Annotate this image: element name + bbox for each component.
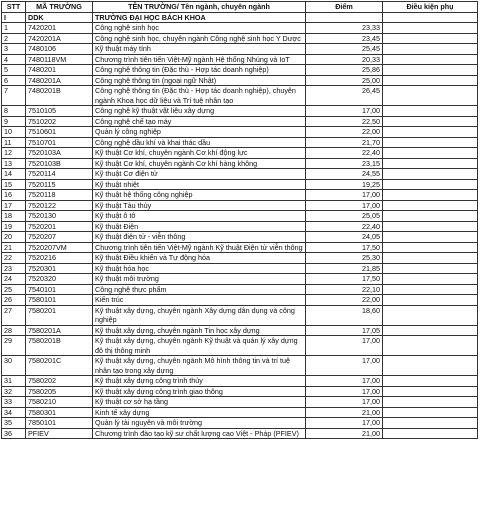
table-row xyxy=(2,54,478,65)
table-row xyxy=(2,211,478,222)
row-stt: 5 xyxy=(2,65,26,76)
row-score: 25,86 xyxy=(306,65,383,76)
row-note xyxy=(383,232,478,243)
table-row xyxy=(2,284,478,295)
header-ten-truong: TÊN TRƯỜNG/ Tên ngành, chuyên ngành xyxy=(93,2,306,13)
table-row xyxy=(2,158,478,169)
row-score: 17,00 xyxy=(306,418,383,429)
row-note xyxy=(383,137,478,148)
row-note xyxy=(383,33,478,44)
table-row xyxy=(2,232,478,243)
row-score: 21,00 xyxy=(306,428,383,439)
row-code: 7580201A xyxy=(26,325,93,336)
row-note xyxy=(383,200,478,211)
header-diem: Điểm xyxy=(306,2,383,13)
row-code: 7480201B xyxy=(26,86,93,106)
row-note xyxy=(383,158,478,169)
row-code: 7520216 xyxy=(26,253,93,264)
row-note xyxy=(383,54,478,65)
row-stt: 27 xyxy=(2,305,26,325)
row-note xyxy=(383,407,478,418)
row-code: 7520320 xyxy=(26,274,93,285)
row-major-name: Kỹ thuật ô tô xyxy=(93,211,306,222)
row-major-name: Công nghệ dầu khí và khai thác dầu xyxy=(93,137,306,148)
row-major-name: Công nghệ kỹ thuật vật liệu xây dựng xyxy=(93,106,306,117)
row-stt: 26 xyxy=(2,295,26,306)
row-major-name: Kiến trúc xyxy=(93,295,306,306)
row-note xyxy=(383,106,478,117)
row-stt: 23 xyxy=(2,263,26,274)
header-dieu-kien-phu: Điều kiện phụ xyxy=(383,2,478,13)
row-major-name: Kỹ thuật Cơ điện tử xyxy=(93,169,306,180)
row-note xyxy=(383,336,478,356)
row-code: 7520207 xyxy=(26,232,93,243)
row-major-name: Kỹ thuật xây dựng, chuyên ngành Xây dựng dân dụng và công nghiệp xyxy=(93,305,306,325)
row-stt: 25 xyxy=(2,284,26,295)
row-code: 7420201 xyxy=(26,23,93,34)
row-score: 23,15 xyxy=(306,158,383,169)
row-note xyxy=(383,295,478,306)
row-major-name: Chương trình đào tạo kỹ sư chất lượng cao Việt - Pháp (PFIEV) xyxy=(93,428,306,439)
row-score: 18,60 xyxy=(306,305,383,325)
row-score: 22,10 xyxy=(306,284,383,295)
row-major-name: Kỹ thuật máy tính xyxy=(93,44,306,55)
row-major-name: Công nghệ thông tin (ngoại ngữ Nhật) xyxy=(93,75,306,86)
row-stt: 6 xyxy=(2,75,26,86)
school-score xyxy=(306,12,383,23)
row-stt: 12 xyxy=(2,148,26,159)
row-code: 7520114 xyxy=(26,169,93,180)
row-score: 17,50 xyxy=(306,242,383,253)
row-stt: 35 xyxy=(2,418,26,429)
row-major-name: Kỹ thuật Cơ khí, chuyên ngành Cơ khí động lực xyxy=(93,148,306,159)
row-major-name: Kinh tế xây dựng xyxy=(93,407,306,418)
row-major-name: Công nghệ thông tin (Đặc thù - Hợp tác doanh nghiệp) xyxy=(93,65,306,76)
row-code: PFIEV xyxy=(26,428,93,439)
row-note xyxy=(383,65,478,76)
row-major-name: Công nghệ sinh học, chuyên ngành Công nghệ sinh học Y Dược xyxy=(93,33,306,44)
row-score: 25,05 xyxy=(306,211,383,222)
row-stt: 20 xyxy=(2,232,26,243)
row-code: 7420201A xyxy=(26,33,93,44)
row-stt: 19 xyxy=(2,221,26,232)
row-score: 17,00 xyxy=(306,190,383,201)
table-row xyxy=(2,75,478,86)
admission-score-table xyxy=(1,1,478,439)
table-row xyxy=(2,295,478,306)
row-note xyxy=(383,75,478,86)
row-code: 7520301 xyxy=(26,263,93,274)
row-stt: 16 xyxy=(2,190,26,201)
row-score: 17,00 xyxy=(306,386,383,397)
school-name: TRƯỜNG ĐẠI HỌC BÁCH KHOA xyxy=(93,12,306,23)
row-score: 25,45 xyxy=(306,44,383,55)
row-note xyxy=(383,418,478,429)
row-score: 22,00 xyxy=(306,127,383,138)
header-ma-truong: MÃ TRƯỜNG xyxy=(26,2,93,13)
table-row xyxy=(2,116,478,127)
row-major-name: Chương trình tiên tiến Việt-Mỹ ngành Hệ thống Nhúng và IoT xyxy=(93,54,306,65)
row-code: 7580301 xyxy=(26,407,93,418)
row-stt: 4 xyxy=(2,54,26,65)
row-major-name: Kỹ thuật Điều khiển và Tự động hóa xyxy=(93,253,306,264)
row-stt: 28 xyxy=(2,325,26,336)
row-code: 7520122 xyxy=(26,200,93,211)
table-header-row xyxy=(2,2,478,13)
table-row xyxy=(2,336,478,356)
row-note xyxy=(383,190,478,201)
row-stt: 13 xyxy=(2,158,26,169)
row-score: 17,00 xyxy=(306,106,383,117)
row-stt: 22 xyxy=(2,253,26,264)
table-row xyxy=(2,127,478,138)
row-stt: 17 xyxy=(2,200,26,211)
row-score: 24,05 xyxy=(306,232,383,243)
row-note xyxy=(383,325,478,336)
table-row xyxy=(2,376,478,387)
row-stt: 15 xyxy=(2,179,26,190)
row-code: 7520103A xyxy=(26,148,93,159)
table-row xyxy=(2,86,478,106)
row-code: 7510202 xyxy=(26,116,93,127)
table-row xyxy=(2,418,478,429)
table-row xyxy=(2,137,478,148)
header-stt: STT xyxy=(2,2,26,13)
row-stt: 31 xyxy=(2,376,26,387)
row-code: 7480106 xyxy=(26,44,93,55)
row-stt: 3 xyxy=(2,44,26,55)
row-major-name: Kỹ thuật xây dựng công trình thủy xyxy=(93,376,306,387)
row-major-name: Kỹ thuật xây dựng, chuyên ngành Mô hình thông tin và trí tuệ nhân tạo trong xây dựng xyxy=(93,356,306,376)
table-row xyxy=(2,325,478,336)
row-major-name: Kỹ thuật Tàu thủy xyxy=(93,200,306,211)
table-row xyxy=(2,407,478,418)
row-code: 7480201 xyxy=(26,65,93,76)
row-code: 7510105 xyxy=(26,106,93,117)
school-index: I xyxy=(2,12,26,23)
table-row xyxy=(2,200,478,211)
row-major-name: Kỹ thuật cơ sở hạ tầng xyxy=(93,397,306,408)
table-row xyxy=(2,179,478,190)
table-row xyxy=(2,221,478,232)
row-major-name: Quản lý công nghiệp xyxy=(93,127,306,138)
row-major-name: Kỹ thuật Cơ khí, chuyên ngành Cơ khí hàng không xyxy=(93,158,306,169)
row-score: 17,00 xyxy=(306,397,383,408)
row-note xyxy=(383,179,478,190)
row-major-name: Quản lý tài nguyên và môi trường xyxy=(93,418,306,429)
row-score: 24,55 xyxy=(306,169,383,180)
table-row xyxy=(2,263,478,274)
row-score: 23,33 xyxy=(306,23,383,34)
row-note xyxy=(383,116,478,127)
row-stt: 24 xyxy=(2,274,26,285)
row-note xyxy=(383,274,478,285)
row-stt: 7 xyxy=(2,86,26,106)
row-score: 21,70 xyxy=(306,137,383,148)
row-stt: 30 xyxy=(2,356,26,376)
row-stt: 14 xyxy=(2,169,26,180)
row-stt: 36 xyxy=(2,428,26,439)
row-major-name: Kỹ thuật điện tử - viễn thông xyxy=(93,232,306,243)
table-row xyxy=(2,305,478,325)
row-stt: 29 xyxy=(2,336,26,356)
row-major-name: Công nghệ chế tạo máy xyxy=(93,116,306,127)
row-code: 7480201A xyxy=(26,75,93,86)
table-row xyxy=(2,428,478,439)
row-score: 17,00 xyxy=(306,200,383,211)
row-stt: 11 xyxy=(2,137,26,148)
row-stt: 2 xyxy=(2,33,26,44)
row-score: 26,45 xyxy=(306,86,383,106)
row-note xyxy=(383,211,478,222)
row-note xyxy=(383,169,478,180)
row-note xyxy=(383,305,478,325)
row-score: 20,33 xyxy=(306,54,383,65)
row-code: 7580205 xyxy=(26,386,93,397)
row-code: 7580201C xyxy=(26,356,93,376)
row-major-name: Chương trình tiên tiến Việt-Mỹ ngành Kỹ thuật Điện tử viễn thông xyxy=(93,242,306,253)
table-row xyxy=(2,65,478,76)
school-code: DDK xyxy=(26,12,93,23)
row-major-name: Công nghệ sinh học xyxy=(93,23,306,34)
table-row xyxy=(2,44,478,55)
row-code: 7850101 xyxy=(26,418,93,429)
row-major-name: Kỹ thuật Điện xyxy=(93,221,306,232)
row-major-name: Kỹ thuật môi trường xyxy=(93,274,306,285)
row-major-name: Kỹ thuật xây dựng công trình giao thông xyxy=(93,386,306,397)
row-score: 22,40 xyxy=(306,148,383,159)
table-row xyxy=(2,386,478,397)
row-score: 17,00 xyxy=(306,376,383,387)
row-note xyxy=(383,253,478,264)
table-row xyxy=(2,106,478,117)
row-score: 19,25 xyxy=(306,179,383,190)
row-code: 7580201B xyxy=(26,336,93,356)
row-score: 22,50 xyxy=(306,116,383,127)
row-major-name: Kỹ thuật xây dựng, chuyên ngành Kỹ thuật và quản lý xây dựng đô thị thông minh xyxy=(93,336,306,356)
row-stt: 10 xyxy=(2,127,26,138)
row-major-name: Kỹ thuật hóa học xyxy=(93,263,306,274)
row-stt: 18 xyxy=(2,211,26,222)
row-code: 7580201 xyxy=(26,305,93,325)
row-score: 25,30 xyxy=(306,253,383,264)
row-note xyxy=(383,148,478,159)
row-note xyxy=(383,356,478,376)
row-code: 7580101 xyxy=(26,295,93,306)
row-note xyxy=(383,44,478,55)
row-code: 7520130 xyxy=(26,211,93,222)
row-code: 7520115 xyxy=(26,179,93,190)
row-note xyxy=(383,86,478,106)
row-note xyxy=(383,386,478,397)
row-score: 22,00 xyxy=(306,295,383,306)
row-stt: 9 xyxy=(2,116,26,127)
row-score: 17,00 xyxy=(306,336,383,356)
row-note xyxy=(383,221,478,232)
table-row xyxy=(2,148,478,159)
row-note xyxy=(383,127,478,138)
row-stt: 32 xyxy=(2,386,26,397)
row-score: 21,00 xyxy=(306,407,383,418)
row-major-name: Kỹ thuật hệ thống công nghiệp xyxy=(93,190,306,201)
school-note xyxy=(383,12,478,23)
row-major-name: Kỹ thuật nhiệt xyxy=(93,179,306,190)
row-code: 7540101 xyxy=(26,284,93,295)
row-code: 7520118 xyxy=(26,190,93,201)
row-stt: 33 xyxy=(2,397,26,408)
table-row xyxy=(2,253,478,264)
row-score: 17,00 xyxy=(306,356,383,376)
table-row xyxy=(2,356,478,376)
table-row xyxy=(2,169,478,180)
table-row xyxy=(2,23,478,34)
row-code: 7520103B xyxy=(26,158,93,169)
row-code: 7520207VM xyxy=(26,242,93,253)
table-row xyxy=(2,33,478,44)
row-code: 7510701 xyxy=(26,137,93,148)
school-row xyxy=(2,12,478,23)
row-major-name: Công nghệ thực phẩm xyxy=(93,284,306,295)
row-score: 25,00 xyxy=(306,75,383,86)
row-stt: 21 xyxy=(2,242,26,253)
table-row xyxy=(2,190,478,201)
row-major-name: Kỹ thuật xây dựng, chuyên ngành Tin học xây dựng xyxy=(93,325,306,336)
row-score: 17,50 xyxy=(306,274,383,285)
row-note xyxy=(383,397,478,408)
row-code: 7480118VM xyxy=(26,54,93,65)
row-note xyxy=(383,428,478,439)
row-note xyxy=(383,23,478,34)
row-code: 7580202 xyxy=(26,376,93,387)
row-code: 7580210 xyxy=(26,397,93,408)
row-score: 23,45 xyxy=(306,33,383,44)
table-row xyxy=(2,242,478,253)
row-score: 22,40 xyxy=(306,221,383,232)
row-stt: 34 xyxy=(2,407,26,418)
row-major-name: Công nghệ thông tin (Đặc thù - Hợp tác doanh nghiệp), chuyên ngành Khoa học dữ liệu và Trí tuệ nhân tạo xyxy=(93,86,306,106)
row-note xyxy=(383,284,478,295)
row-note xyxy=(383,242,478,253)
row-stt: 1 xyxy=(2,23,26,34)
row-note xyxy=(383,376,478,387)
row-score: 17,05 xyxy=(306,325,383,336)
table-row xyxy=(2,397,478,408)
row-score: 21,85 xyxy=(306,263,383,274)
row-note xyxy=(383,263,478,274)
row-stt: 8 xyxy=(2,106,26,117)
table-row xyxy=(2,274,478,285)
row-code: 7520201 xyxy=(26,221,93,232)
row-code: 7510601 xyxy=(26,127,93,138)
